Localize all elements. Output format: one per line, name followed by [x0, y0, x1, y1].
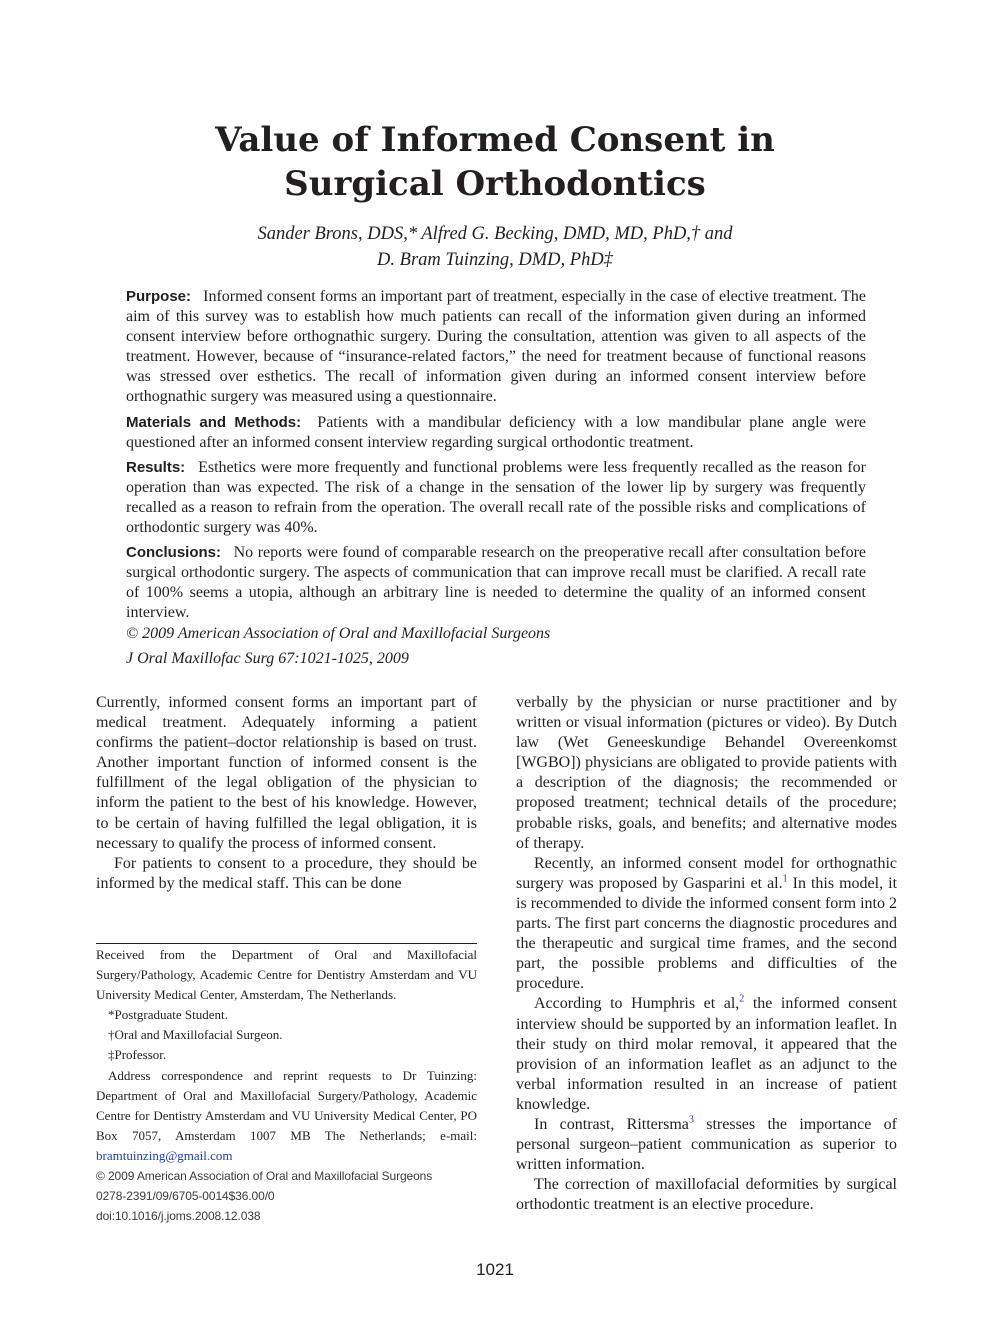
footnotes	[96, 945, 477, 1226]
title-line-2: Surgical Orthodontics	[284, 164, 706, 204]
email-link[interactable]: bramtuinzing@gmail.com	[96, 1147, 233, 1163]
footnote-issn: 0278-2391/09/6705-0014$36.00/0	[96, 1189, 275, 1204]
body-paragraph	[516, 854, 897, 995]
abstract-citation: J Oral Maxillofac Surg 67:1021-1025, 2009	[126, 649, 409, 667]
footnote-professor: ‡Professor.	[108, 1047, 167, 1063]
reference-link[interactable]: 2	[739, 994, 745, 1006]
author-list	[0, 221, 990, 273]
reference-link[interactable]: 3	[688, 1114, 694, 1126]
authors-line-2: D. Bram Tuinzing, DMD, PhD‡	[377, 250, 613, 270]
purpose-heading: Purpose:	[126, 288, 192, 305]
abstract-results	[126, 458, 866, 538]
paragraph-text: the informed consent interview should be supported by an information leaflet. In their study on third molar removal, it appeared that the provision of an information leaflet as an adjunct to the verbal information resulted in an increase of patient knowledge.	[516, 995, 897, 1113]
abstract	[126, 287, 866, 674]
footnote-address	[96, 1066, 477, 1166]
abstract-conclusions	[126, 543, 866, 623]
paragraph-text: stresses the importance of personal surgeon–patient communication as superior to written information.	[516, 1115, 898, 1174]
abstract-copyright: © 2009 American Association of Oral and Maxillofacial Surgeons	[126, 624, 551, 642]
article-title	[0, 118, 990, 206]
footnote-received: Received from the Department of Oral and Maxillofacial Surgery/Pathology, Academic Centre for Dentistry Amsterdam and VU University Medical Center, Amsterdam, The Netherlands.	[96, 947, 477, 1003]
body-column-right	[516, 693, 897, 1215]
body-column-left	[96, 693, 477, 894]
paragraph-text: According to Humphris et al,	[534, 995, 740, 1013]
paragraph-text: In this model, it is recommended to divide the informed consent form into 2 parts. The first part concerns the diagnostic procedures and the therapeutic and surgical time frames, and the second part, the possible problems and difficulties of the procedure.	[516, 874, 898, 993]
body-paragraph: The correction of maxillofacial deformities by surgical orthodontic treatment is an elective procedure.	[516, 1176, 897, 1214]
results-text: Esthetics were more frequently and functional problems were less frequently recalled as the reason for operation than was expected. The risk of a change in the sensation of the lower lip by surgery was frequently recalled as a reason to refrain from the operation. The overall recall rate of the possible risks and complications of orthodontic surgery was 40%.	[126, 458, 866, 537]
address-text: Address correspondence and reprint requests to Dr Tuinzing: Department of Oral and Maxillofacial Surgery/Pathology, Academic Centre for Dentistry Amsterdam and VU University Medical Center, PO Box 7057, Amsterdam 1007 MB The Netherlands; e-mail:	[96, 1067, 477, 1143]
abstract-purpose	[126, 287, 866, 408]
results-heading: Results:	[126, 458, 186, 476]
title-line-1: Value of Informed Consent in	[215, 120, 775, 160]
page-number: 1021	[476, 1260, 514, 1279]
footnote-doi: doi:10.1016/j.joms.2008.12.038	[96, 1209, 261, 1224]
paragraph-text: Recently, an informed consent model for orthognathic surgery was proposed by Gasparini et al.	[516, 854, 897, 892]
footnote-divider	[96, 943, 477, 944]
body-paragraph	[516, 1115, 897, 1175]
authors-line-1: Sander Brons, DDS,* Alfred G. Becking, DMD, MD, PhD,† and	[257, 224, 733, 244]
footnote-surgeon: †Oral and Maxillofacial Surgeon.	[108, 1027, 283, 1043]
purpose-text: Informed consent forms an important part of treatment, especially in the case of elective treatment. The aim of this survey was to establish how much patients can recall of the information given during an informed consent interview before orthognathic surgery. During the consultation, attention was given to all aspects of the treatment. However, because of “insurance-related factors,” the need for treatment because of functional reasons was stressed over esthetics. The recall of information given during an informed consent interview before orthognathic surgery was measured using a questionnaire.	[126, 288, 866, 406]
abstract-methods	[126, 413, 866, 453]
methods-heading: Materials and Methods:	[126, 413, 302, 431]
body-paragraph: For patients to consent to a procedure, they should be informed by the medical staff. This can be done	[96, 854, 477, 892]
methods-text: Patients with a mandibular deficiency with a low mandibular plane angle were questioned after an informed consent interview regarding surgical orthodontic treatment.	[126, 413, 866, 451]
footnote-postgrad: *Postgraduate Student.	[108, 1007, 228, 1023]
conclusions-heading: Conclusions:	[126, 544, 222, 562]
reference-link[interactable]: 1	[782, 873, 788, 885]
body-paragraph: Currently, informed consent forms an important part of medical treatment. Adequately informing a patient confirms the patient–doctor relationship is based on trust. Another important function of informed consent is the fulfillment of the legal obligation of the physician to inform the patient to the best of his knowledge. However, to be certain of having fulfilled the legal obligation, it is necessary to qualify the process of informed consent.	[96, 694, 477, 852]
body-paragraph	[516, 994, 897, 1115]
conclusions-text: No reports were found of comparable research on the preoperative recall after consultation before surgical orthodontic surgery. The aspects of communication that can improve recall must be clarified. A recall rate of 100% seems a utopia, although an arbitrary line is needed to determine the quality of an informed consent interview.	[126, 544, 867, 622]
paragraph-text: In contrast, Rittersma	[534, 1115, 689, 1133]
body-paragraph: verbally by the physician or nurse practitioner and by written or visual information (pictures or video). By Dutch law (Wet Geneeskundige Behandel Overeenkomst [WGBO]) physicians are obligated to provide patients with a description of the diagnosis; the recommended or proposed treatment; technical details of the procedure; probable risks, goals, and benefits; and alternative modes of therapy.	[516, 694, 897, 852]
footnote-copyright: © 2009 American Association of Oral and Maxillofacial Surgeons	[96, 1169, 433, 1184]
